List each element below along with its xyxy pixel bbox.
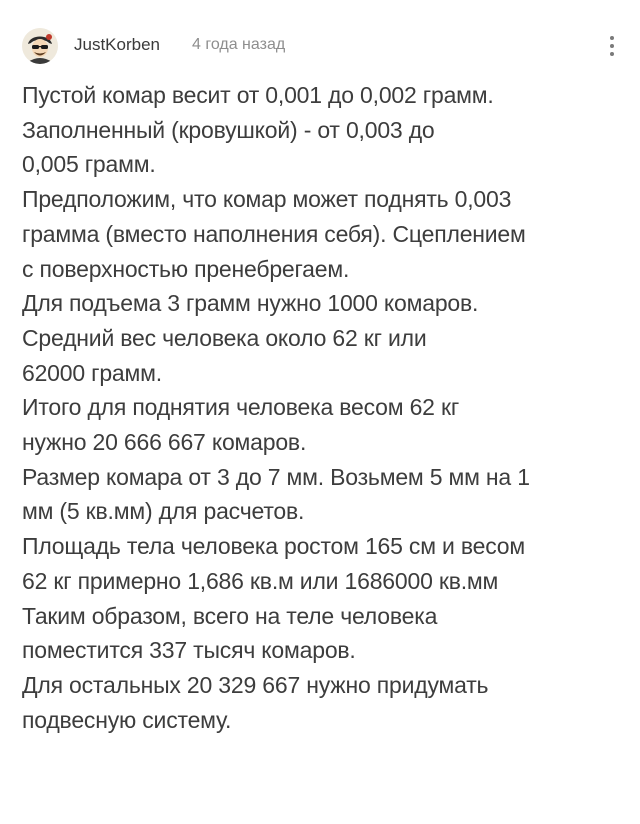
comment-line: Размер комара от 3 до 7 мм. Возьмем 5 мм на 1 [22,463,530,490]
comment-line: Площадь тела человека ростом 165 см и весом [22,533,525,560]
comment-line: поместится 337 тысяч комаров. [22,637,356,664]
comment-timestamp: 4 года назад [192,36,286,53]
comment-line: 62 кг примерно 1,686 кв.м или 1686000 кв.мм [22,567,499,594]
comment-line: мм (5 кв.мм) для расчетов. [22,498,305,525]
comment-line: грамма (вместо наполнения себя). Сцеплением [22,220,526,247]
comment-line: Для остальных 20 329 667 нужно придумать [22,671,489,698]
comment-body [22,78,622,737]
author-name[interactable]: JustKorben [74,35,160,54]
comment-line: Таким образом, всего на теле человека [22,602,438,629]
comment-header [22,26,622,66]
comment-line: Предположим, что комар может поднять 0,003 [22,186,512,213]
avatar[interactable] [22,28,58,64]
comment-line: Для подъема 3 грамм нужно 1000 комаров. [22,290,479,317]
comment-line: Итого для поднятия человека весом 62 кг [22,394,460,421]
comment-line: подвесную систему. [22,706,232,733]
comment-line: Средний вес человека около 62 кг или [22,324,427,351]
comment-line: нужно 20 666 667 комаров. [22,429,307,456]
comment-line: с поверхностью пренебрегаем. [22,255,350,282]
more-vertical-icon[interactable] [602,32,622,64]
comment-line: Пустой комар весит от 0,001 до 0,002 грамм. [22,82,494,108]
comment-line: 0,005 грамм. [22,151,156,178]
comment-line: Заполненный (кровушкой) - от 0,003 до [22,116,435,143]
comment-line: 62000 грамм. [22,359,162,386]
